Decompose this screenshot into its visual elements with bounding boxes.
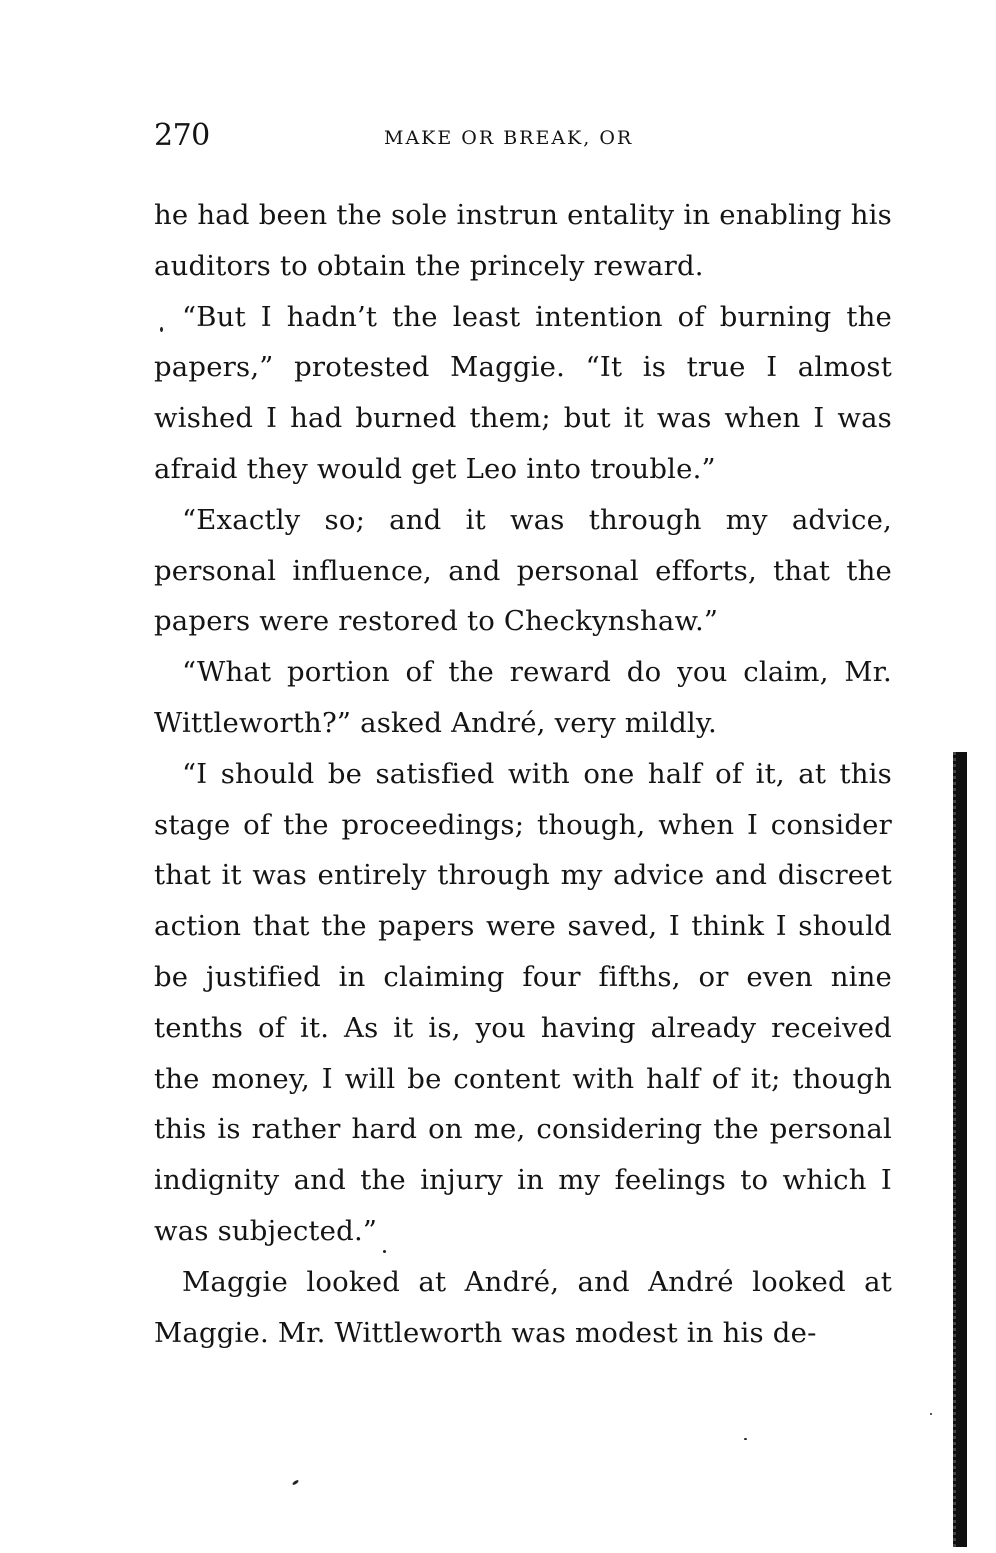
paragraph: “I should be satisfied with one half of it, at this stage of the proceedings; though, when I consider that it was entirely through my advice and discreet action that the papers were saved, I think I should be justified in claiming four fifths, or even nine tenths of it. As it is, you having already received the money, I will be content with half of it; though this is rather hard on me, considering the personal indignity and the injury in my feelings to which I was subjected.” [154,757,892,1247]
page-header [154,116,894,156]
paragraph: “Exactly so; and it was through my advice, personal influence, and personal efforts, that the papers were restored to Checkynshaw.” [154,503,892,638]
paragraph: Maggie looked at André, and André looked at Maggie. Mr. Wittleworth was modest in his de- [154,1265,892,1349]
paragraph: “But I hadn’t the least intention of burning the papers,” protested Maggie. “It is true I almost wished I had burned them; but it was when I was afraid they would get Leo into trouble.” [154,300,892,485]
scan-speck [744,1438,747,1440]
running-title: MAKE OR BREAK, OR [384,127,634,149]
scan-speck [383,1250,386,1253]
paragraph-continuation: he had been the sole instrun entality in enabling his auditors to obtain the princely reward. [154,199,892,282]
page-number: 270 [154,118,210,153]
scanned-page-edge [953,752,967,1547]
scan-speck [292,1479,299,1485]
paragraph: “What portion of the reward do you claim, Mr. Wittleworth?” asked André, very mildly. [154,656,892,739]
body-text [154,190,892,1358]
scan-speck [160,327,163,332]
scan-speck [930,1413,932,1415]
